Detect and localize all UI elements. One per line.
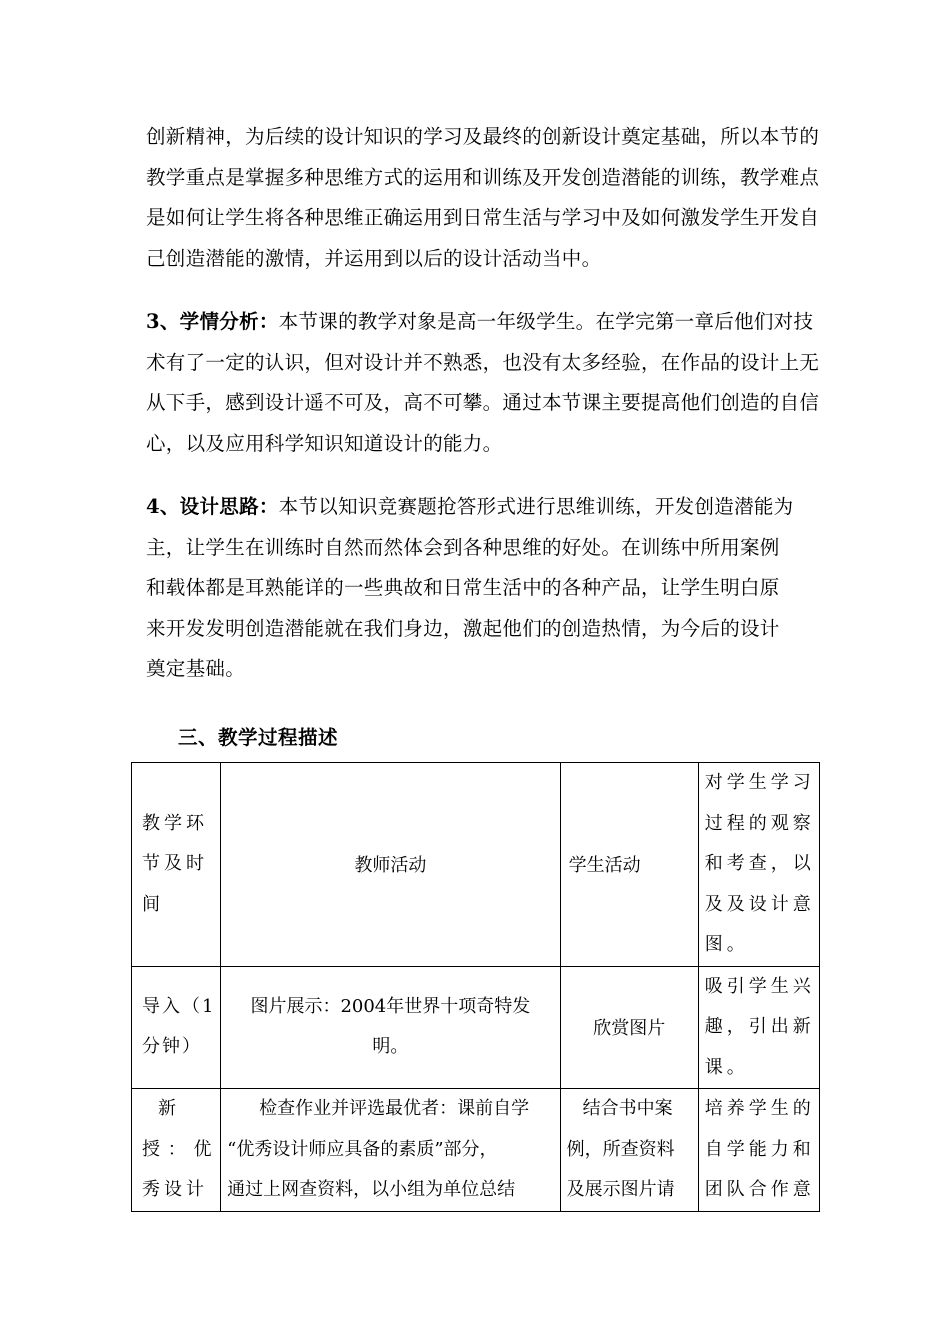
cell-text: 图片展示：2004年世界十项奇特发 [250, 995, 531, 1017]
cell-student-activity [560, 1089, 698, 1212]
cell-text: “优秀设计师应具备的素质”部分， [227, 1138, 498, 1160]
cell-text: 学生活动 [568, 855, 641, 877]
paragraph-learner-analysis [146, 302, 820, 464]
cell-text: 检查作业并评选最优者：课前自学 [259, 1098, 530, 1119]
cell-text: 通过上网查资料，以小组为单位总结 [227, 1179, 516, 1200]
table-row [132, 1089, 820, 1212]
paragraph-teaching-focus [146, 117, 820, 279]
cell-text: 明。 [372, 1036, 409, 1058]
text-line: 己创造潜能的激情，并运用到以后的设计活动当中。 [146, 246, 602, 270]
table-header-row [132, 763, 820, 967]
cell-text: 对学生学习 [704, 772, 815, 793]
cell-text: 图。 [704, 934, 749, 955]
header-cell-teacher-activity [221, 763, 560, 967]
cell-text: 间 [142, 893, 164, 915]
cell-text: 及展示图片请 [566, 1179, 675, 1200]
text-line: 和载体都是耳熟能详的一些典故和日常生活中的各种产品，让学生明白原 [146, 576, 780, 600]
text-line: 是如何让学生将各种思维正确运用到日常生活与学习中及如何激发学生开发自 [146, 206, 820, 230]
cell-teacher-activity [221, 1089, 560, 1212]
header-cell-stage [132, 763, 221, 967]
text-line [146, 302, 814, 343]
paragraph-design-idea [146, 487, 811, 690]
cell-text: 节及时 [142, 853, 208, 874]
cell-student-activity [560, 966, 698, 1089]
text-line: 创新精神，为后续的设计知识的学习及最终的创新设计奠定基础，所以本节的 [146, 125, 820, 148]
cell-text: 例，所查资料 [566, 1138, 675, 1160]
section-label: 3、学情分析： [146, 310, 279, 333]
cell-text: 分钟） [142, 1036, 202, 1058]
header-cell-student-activity [560, 763, 698, 967]
cell-text: 培养学生的 [704, 1098, 815, 1119]
section-label: 4、设计思路： [146, 495, 279, 518]
text-line: 教学重点是掌握多种思维方式的运用和训练及开发创造潜能的训练，教学难点 [146, 165, 820, 189]
table-row [132, 966, 820, 1089]
cell-text: 结合书中案 [582, 1098, 673, 1119]
cell-text: 吸引学生兴 [704, 975, 815, 997]
cell-text: 新 [158, 1098, 180, 1119]
text-line [146, 487, 811, 528]
text-line: 术有了一定的认识，但对设计并不熟悉，也没有太多经验，在作品的设计上无 [146, 350, 820, 374]
cell-text: 欣赏图片 [593, 1018, 666, 1040]
cell-text: 教学环 [142, 812, 208, 834]
cell-assessment [698, 966, 819, 1089]
cell-text: 过程的观察 [704, 812, 815, 834]
text-run: 本节课的教学对象是高一年级学生。在学完第一章后他们对技 [278, 310, 814, 333]
cell-text: 团队合作意 [704, 1179, 815, 1200]
cell-text: 自学能力和 [704, 1138, 815, 1160]
text-line: 主，让学生在训练时自然而然体会到各种思维的好处。在训练中所用案例 [146, 535, 780, 559]
header-cell-assessment [698, 763, 819, 967]
cell-stage [132, 1089, 221, 1212]
cell-assessment [698, 1089, 819, 1212]
cell-text: 课。 [704, 1056, 749, 1078]
cell-text: 授 ： 优 [142, 1138, 213, 1160]
cell-stage [132, 966, 221, 1089]
cell-text: 秀设计 [142, 1179, 208, 1200]
cell-teacher-activity [221, 966, 560, 1089]
text-line: 心，以及应用科学知识知道设计的能力。 [146, 431, 503, 455]
text-line: 从下手，感到设计遥不可及，高不可攀。通过本节课主要提高他们创造的自信 [146, 391, 820, 415]
text-run: 本节以知识竞赛题抢答形式进行思维训练，开发创造潜能为 [278, 495, 794, 518]
cell-text: 及及设计意 [704, 893, 815, 915]
cell-text: 趣，引出新 [704, 1016, 815, 1037]
text-line: 奠定基础。 [146, 657, 246, 681]
teaching-process-table [131, 762, 820, 1212]
cell-text: 导入（1 [142, 995, 216, 1017]
section-heading: 三、教学过程描述 [178, 726, 339, 749]
cell-text: 和考查，以 [704, 853, 815, 874]
cell-text: 教师活动 [354, 855, 427, 877]
text-line: 来开发发明创造潜能就在我们身边，激起他们的创造热情，为今后的设计 [146, 616, 780, 640]
